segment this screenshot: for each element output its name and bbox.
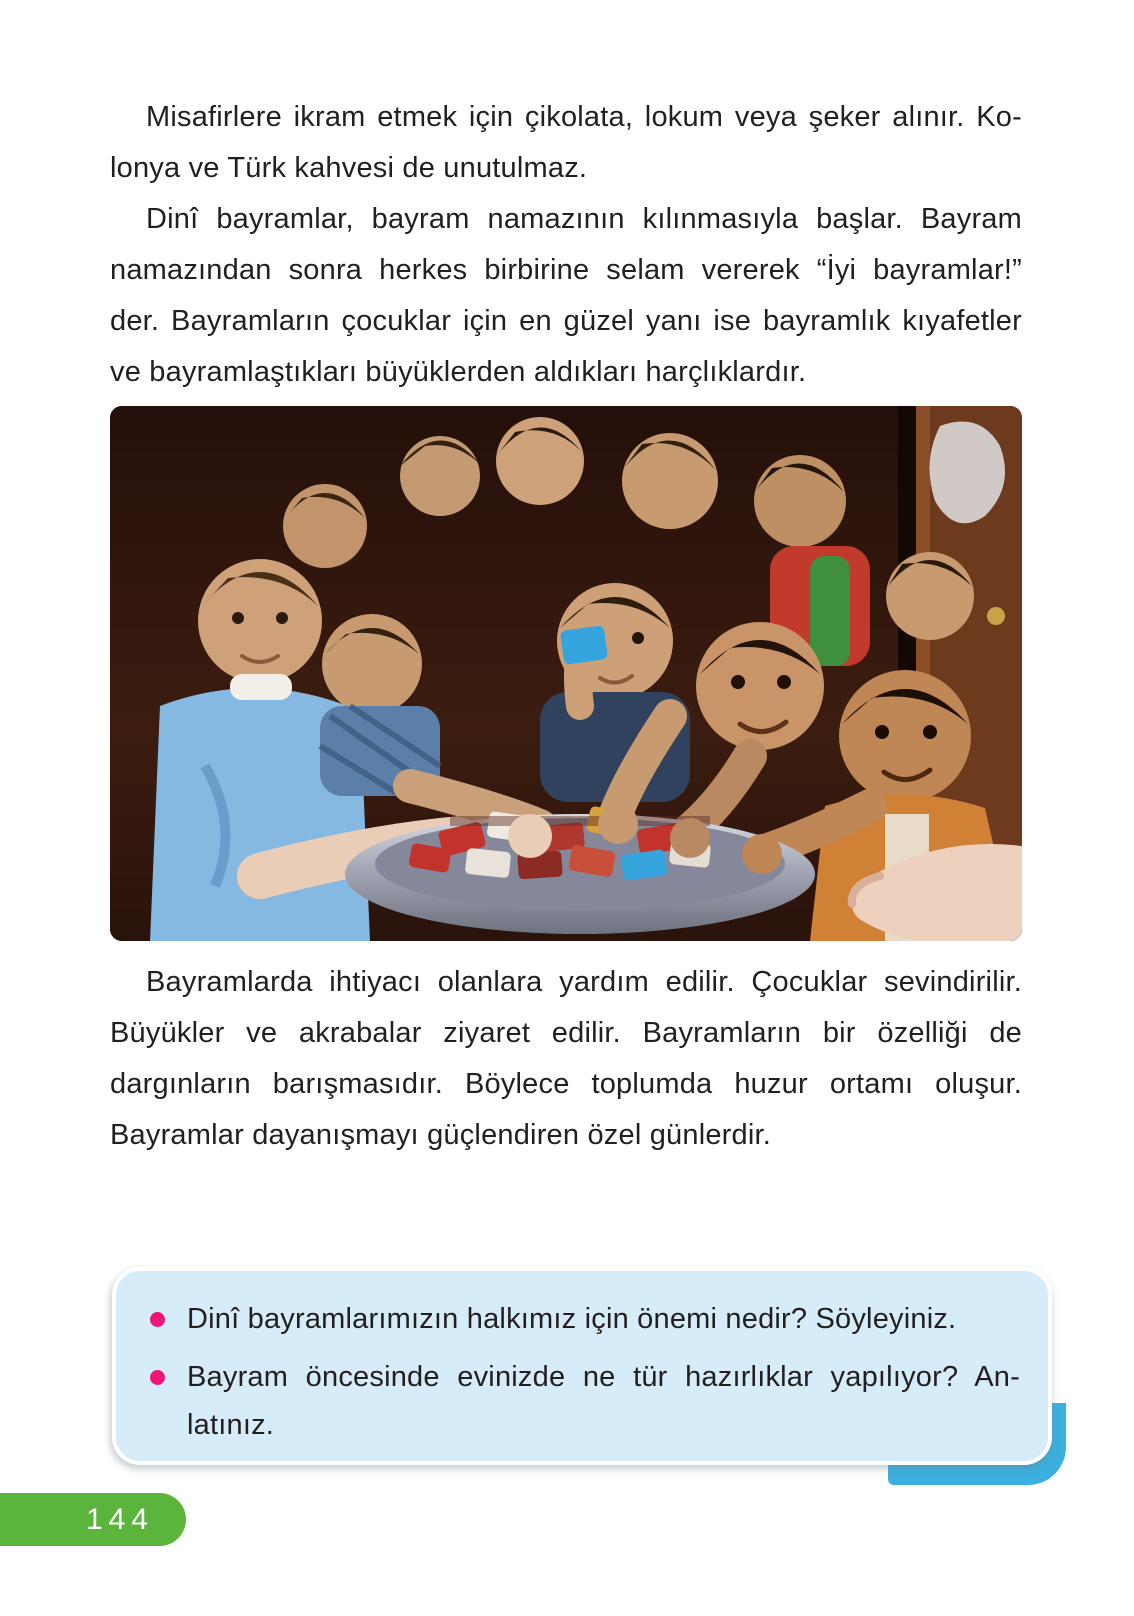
paragraph-line: der. Bayramların çocuklar için en güzel yanı ise bayramlık kıyafetler [110, 305, 1022, 337]
question-box-wrap [112, 1267, 1052, 1465]
paragraph-line: Bayramlar dayanışmayı güçlendiren özel günlerdir. [110, 1119, 772, 1151]
bullet-dot-icon [150, 1370, 165, 1385]
photo-illustration [110, 406, 1022, 941]
paragraph-line: Dinî bayramlar, bayram namazının kılınmasıyla başlar. Bayram [146, 203, 1022, 235]
paragraph-line: ve bayramlaştıkları büyüklerden aldıkları harçlıklardır. [110, 356, 807, 388]
question-line: Bayram öncesinde evinizde ne tür hazırlıklar yapılıyor? An- [187, 1361, 1020, 1393]
paragraph-line: lonya ve Türk kahvesi de unutulmaz. [110, 152, 588, 184]
paragraph-line: dargınların barışmasıdır. Böylece toplumda huzur ortamı oluşur. [110, 1068, 1022, 1100]
text-column [110, 92, 1022, 1465]
question-line: Dinî bayramlarımızın halkımız için önemi nedir? Söyleyiniz. [187, 1303, 957, 1335]
paragraph-line: Misafirlere ikram etmek için çikolata, lokum veya şeker alınır. Ko- [146, 101, 1022, 133]
paragraph-line: Bayramlarda ihtiyacı olanlara yardım edilir. Çocuklar sevindirilir. [146, 966, 1022, 998]
paragraph-2 [110, 194, 1022, 398]
paragraph-line: Büyükler ve akrabalar ziyaret edilir. Bayramların bir özelliği de [110, 1017, 1022, 1049]
question-item [150, 1295, 1020, 1343]
question-item [150, 1353, 1020, 1449]
paragraph-line: namazından sonra herkes birbirine selam vererek “İyi bayramlar!” [110, 254, 1022, 286]
question-line: latınız. [187, 1409, 275, 1441]
page-number-pill [0, 1493, 186, 1546]
question-box [112, 1267, 1052, 1465]
page-number: 144 [85, 1502, 154, 1536]
paragraph-3 [110, 957, 1022, 1161]
question-text [187, 1295, 1020, 1343]
bullet-dot-icon [150, 1312, 165, 1327]
children-candy-photo [110, 406, 1022, 941]
question-text [187, 1353, 1020, 1449]
paragraph-1 [110, 92, 1022, 194]
